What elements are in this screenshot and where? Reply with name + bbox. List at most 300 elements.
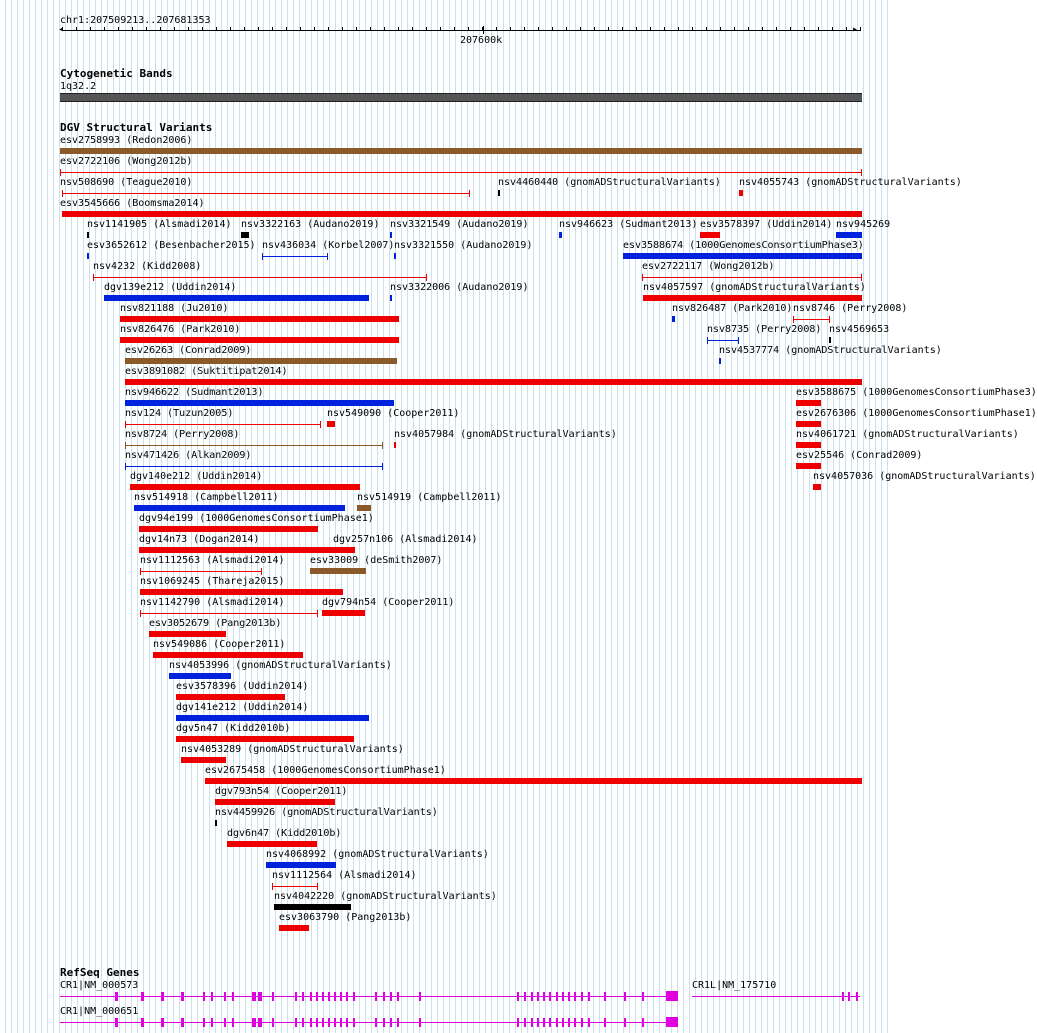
variant-bar[interactable] [62,211,862,217]
gene-exon[interactable] [252,992,256,1001]
variant-label[interactable]: nsv4068992 (gnomADStructuralVariants) [266,849,489,860]
gene-exon[interactable] [295,992,297,1001]
variant-bar[interactable] [394,442,396,448]
gene-exon[interactable] [322,992,324,1001]
variant-label[interactable]: esv3578397 (Uddin2014) [700,219,833,230]
variant-endcap [382,442,383,449]
ruler-tick [524,27,525,31]
gene-exon[interactable] [310,1018,312,1027]
variant-endcap [829,316,830,323]
ruler-tick [118,27,119,31]
gene-exon[interactable] [232,992,234,1001]
gene-exon[interactable] [383,992,385,1001]
gene-exon[interactable] [856,992,858,1001]
variant-label[interactable]: esv3578396 (Uddin2014) [176,681,309,692]
variant-label[interactable]: esv2722106 (Wong2012b) [60,156,193,167]
variant-label[interactable]: esv25546 (Conrad2009) [796,450,923,461]
gene-exon[interactable] [211,1018,213,1027]
ruler-tick [538,27,539,31]
ruler-tick [90,27,91,31]
gene-label[interactable]: CR1L|NM_175710 [692,980,777,991]
variant-label[interactable]: nsv826476 (Park2010) [120,324,241,335]
variant-bar[interactable] [93,277,427,278]
variant-bar[interactable] [274,904,351,910]
gene-exon[interactable] [310,992,312,1001]
variant-label[interactable]: esv2722117 (Wong2012b) [642,261,775,272]
gene-exon[interactable] [543,1018,545,1027]
variant-label[interactable]: nsv3321549 (Audano2019) [390,219,529,230]
gene-exon[interactable] [258,1018,262,1027]
ruler-tick [692,27,693,31]
variant-bar[interactable] [120,316,399,322]
gene-exon[interactable] [232,1018,234,1027]
variant-endcap [261,568,262,575]
variant-label[interactable]: esv3588674 (1000GenomesConsortiumPhase3) [623,240,864,251]
gene-exon[interactable] [848,992,850,1001]
variant-endcap [62,190,63,197]
variant-endcap [793,316,794,323]
variant-label[interactable]: dgv140e212 (Uddin2014) [130,471,263,482]
gene-exon[interactable] [224,992,226,1001]
ruler-major-tick [483,26,484,34]
ruler-tick [468,27,469,31]
variant-label[interactable]: esv3052679 (Pang2013b) [149,618,282,629]
variant-label[interactable]: dgv257n106 (Alsmadi2014) [333,534,478,545]
gene-exon[interactable] [390,992,392,1001]
variant-bar[interactable] [139,547,355,553]
gene-exon[interactable] [549,992,551,1001]
gene-exon[interactable] [203,992,205,1001]
ruler-tick [650,27,651,31]
variant-endcap [707,337,708,344]
variant-bar[interactable] [498,190,500,196]
gene-exon[interactable] [141,992,144,1001]
variant-label[interactable]: nsv4061721 (gnomADStructuralVariants) [796,429,1019,440]
variant-bar[interactable] [279,925,309,931]
variant-label[interactable]: dgv793n54 (Cooper2011) [215,786,348,797]
gene-exon[interactable] [588,1018,590,1027]
ruler-tick [832,27,833,31]
variant-label[interactable]: nsv4057984 (gnomADStructuralVariants) [394,429,617,440]
gene-exon[interactable] [272,992,274,1001]
gene-exon[interactable] [390,1018,392,1027]
variant-endcap [327,253,328,260]
variant-endcap [642,274,643,281]
variant-bar[interactable] [215,799,335,805]
variant-bar[interactable] [813,484,821,490]
gene-exon[interactable] [375,992,377,1001]
variant-endcap [93,274,94,281]
gene-exon[interactable] [316,1018,318,1027]
variant-bar[interactable] [796,421,821,427]
gene-exon[interactable] [181,992,184,1001]
gene-exon[interactable] [272,1018,274,1027]
variant-bar[interactable] [642,277,862,278]
ruler-tick [202,27,203,31]
variant-label[interactable]: dgv14n73 (Dogan2014) [139,534,260,545]
variant-label[interactable]: nsv549090 (Cooper2011) [327,408,460,419]
ruler-tick [258,27,259,31]
variant-bar[interactable] [62,193,470,194]
gene-exon[interactable] [562,1018,564,1027]
ruler-tick-label: 207600k [460,35,503,46]
variant-label[interactable]: nsv4569653 [829,324,890,335]
ruler-tick [846,27,847,31]
variant-bar[interactable] [262,256,328,257]
variant-bar[interactable] [176,736,354,742]
variant-label[interactable]: nsv826487 (Park2010) [672,303,793,314]
ruler-tick [440,27,441,31]
variant-endcap [140,610,141,617]
variant-bar[interactable] [176,715,369,721]
gene-exon[interactable] [419,1018,421,1027]
variant-label[interactable]: esv3063790 (Pang2013b) [279,912,412,923]
ruler-arrow-right-icon[interactable]: ▸ [852,24,859,35]
variant-bar[interactable] [719,358,721,364]
variant-label[interactable]: dgv141e212 (Uddin2014) [176,702,309,713]
ruler-tick [342,27,343,31]
variant-label[interactable]: nsv8735 (Perry2008) [707,324,822,335]
variant-label[interactable]: nsv945269 [836,219,891,230]
ruler-tick [734,27,735,31]
variant-label[interactable]: nsv514918 (Campbell2011) [134,492,279,503]
gene-exon[interactable] [302,992,304,1001]
gene-exon[interactable] [574,1018,576,1027]
gene-intron-line[interactable] [692,996,860,997]
variant-bar[interactable] [205,778,862,784]
ruler-tick [552,27,553,31]
ruler-tick [230,27,231,31]
gene-exon[interactable] [115,992,118,1001]
variant-label[interactable]: nsv1069245 (Thareja2015) [140,576,285,587]
gene-exon[interactable] [524,992,526,1001]
cytoband-label: 1q32.2 [60,81,97,92]
ruler-tick [636,27,637,31]
variant-bar[interactable] [125,400,394,406]
variant-bar[interactable] [643,295,862,301]
gene-exon[interactable] [334,992,336,1001]
ruler-tick [580,27,581,31]
variant-label[interactable]: nsv1112564 (Alsmadi2014) [272,870,417,881]
gene-exon[interactable] [252,1018,256,1027]
variant-bar[interactable] [559,232,562,238]
ruler-tick [314,27,315,31]
variant-bar[interactable] [140,571,262,572]
gene-exon[interactable] [842,992,844,1001]
variant-endcap [125,442,126,449]
variant-bar[interactable] [796,400,821,406]
gene-exon[interactable] [604,1018,606,1027]
variant-bar[interactable] [241,232,249,238]
variant-label[interactable]: esv2676306 (1000GenomesConsortiumPhase1) [796,408,1037,419]
variant-bar[interactable] [125,379,862,385]
variant-endcap [317,883,318,890]
ruler-tick [678,27,679,31]
variant-label[interactable]: nsv3322006 (Audano2019) [390,282,529,293]
gene-exon[interactable] [517,992,519,1001]
ruler-tick [370,27,371,31]
variant-label[interactable]: nsv508690 (Teague2010) [60,177,193,188]
variant-endcap [125,421,126,428]
variant-bar[interactable] [169,673,231,679]
ruler-tick [244,27,245,31]
gene-exon[interactable] [549,1018,551,1027]
variant-bar[interactable] [623,253,862,259]
variant-label[interactable]: dgv5n47 (Kidd2010b) [176,723,291,734]
gene-exon[interactable] [322,1018,324,1027]
variant-bar[interactable] [104,295,369,301]
variant-label[interactable]: nsv4042220 (gnomADStructuralVariants) [274,891,497,902]
variant-label[interactable]: esv3588675 (1000GenomesConsortiumPhase3) [796,387,1037,398]
gene-exon[interactable] [211,992,213,1001]
variant-endcap [426,274,427,281]
gene-exon[interactable] [517,1018,519,1027]
variant-label[interactable]: nsv3321550 (Audano2019) [394,240,533,251]
variant-bar[interactable] [266,862,336,868]
variant-label[interactable]: dgv6n47 (Kidd2010b) [227,828,342,839]
gene-exon[interactable] [419,992,421,1001]
ruler-tick [608,27,609,31]
gene-exon[interactable] [562,992,564,1001]
variant-endcap [861,169,862,176]
variant-bar[interactable] [140,613,318,614]
ruler-tick [216,27,217,31]
variant-bar[interactable] [153,652,303,658]
gene-exon[interactable] [203,1018,205,1027]
gene-exon[interactable] [181,1018,184,1027]
gene-exon[interactable] [531,1018,533,1027]
variant-bar[interactable] [227,841,317,847]
variant-label[interactable]: nsv4053289 (gnomADStructuralVariants) [181,744,404,755]
ruler-tick [76,27,77,31]
cytoband-bar[interactable] [60,93,862,102]
ruler-tick [664,27,665,31]
variant-label[interactable]: nsv946622 (Sudmant2013) [125,387,264,398]
variant-bar[interactable] [390,232,392,238]
variant-bar[interactable] [357,505,371,511]
variant-bar[interactable] [125,445,383,446]
gene-exon[interactable] [115,1018,118,1027]
variant-bar[interactable] [836,232,862,238]
variant-bar[interactable] [60,172,862,173]
variant-label[interactable]: nsv3322163 (Audano2019) [241,219,380,230]
gene-exon[interactable] [353,992,355,1001]
variant-bar[interactable] [333,547,335,553]
ruler-tick [860,27,861,31]
variant-label[interactable]: nsv436034 (Korbel2007) [262,240,395,251]
gene-exon[interactable] [346,1018,348,1027]
ruler-tick [188,27,189,31]
variant-bar[interactable] [139,526,318,532]
gene-exon[interactable] [375,1018,377,1027]
variant-label[interactable]: esv3891082 (Suktitipat2014) [125,366,288,377]
gene-exon[interactable] [161,992,164,1001]
variant-label[interactable]: esv33009 (deSmith2007) [310,555,443,566]
gene-exon[interactable] [604,992,606,1001]
ruler-tick [706,27,707,31]
variant-bar[interactable] [125,358,397,364]
variant-endcap [469,190,470,197]
gene-exon[interactable] [543,992,545,1001]
variant-bar[interactable] [700,232,720,238]
gene-exon[interactable] [328,992,330,1001]
variant-label[interactable]: nsv821188 (Ju2010) [120,303,229,314]
gene-exon[interactable] [624,992,626,1001]
variant-label[interactable]: nsv549086 (Cooper2011) [153,639,286,650]
gene-exon[interactable] [581,992,583,1001]
variant-label[interactable]: esv3652612 (Besenbacher2015) [87,240,256,251]
gene-exon[interactable] [340,1018,342,1027]
variant-endcap [262,253,263,260]
variant-label[interactable]: nsv4055743 (gnomADStructuralVariants) [739,177,962,188]
variant-label[interactable]: nsv514919 (Campbell2011) [357,492,502,503]
gene-exon[interactable] [574,992,576,1001]
ruler-tick [594,27,595,31]
gene-exon[interactable] [568,992,570,1001]
ruler-tick [160,27,161,31]
variant-bar[interactable] [125,466,383,467]
gene-exon[interactable] [531,992,533,1001]
variant-label[interactable]: nsv8746 (Perry2008) [793,303,908,314]
variant-bar[interactable] [140,589,343,595]
variant-label[interactable]: nsv1142790 (Alsmadi2014) [140,597,285,608]
gene-exon[interactable] [642,992,644,1001]
variant-label[interactable]: nsv8724 (Perry2008) [125,429,240,440]
gene-exon[interactable] [383,1018,385,1027]
ruler-arrow-left-icon[interactable]: ◂ [58,24,65,35]
variant-bar[interactable] [215,820,217,826]
variant-label[interactable]: nsv4232 (Kidd2008) [93,261,202,272]
variant-bar[interactable] [176,694,285,700]
ruler-tick [762,27,763,31]
variant-bar[interactable] [327,421,335,427]
variant-label[interactable]: nsv4057036 (gnomADStructuralVariants) [813,471,1036,482]
gene-exon[interactable] [666,1017,678,1027]
variant-label[interactable]: nsv471426 (Alkan2009) [125,450,252,461]
variant-bar[interactable] [134,505,345,511]
ruler-tick [272,27,273,31]
ruler-tick [510,27,511,31]
variant-endcap [861,274,862,281]
gene-intron-line[interactable] [60,996,678,997]
variant-label[interactable]: nsv4057597 (gnomADStructuralVariants) [643,282,866,293]
variant-bar[interactable] [310,568,366,574]
gene-exon[interactable] [316,992,318,1001]
gene-exon[interactable] [537,1018,539,1027]
variant-label[interactable]: nsv4459926 (gnomADStructuralVariants) [215,807,438,818]
gene-exon[interactable] [537,992,539,1001]
variant-endcap [382,463,383,470]
variant-label[interactable]: nsv1141905 (Alsmadi2014) [87,219,232,230]
variant-bar[interactable] [707,340,739,341]
gene-exon[interactable] [258,992,262,1001]
gene-exon[interactable] [581,1018,583,1027]
gene-exon[interactable] [334,1018,336,1027]
gene-exon[interactable] [346,992,348,1001]
variant-bar[interactable] [181,757,226,763]
variant-bar[interactable] [829,337,831,343]
variant-bar[interactable] [272,886,318,887]
variant-label[interactable]: dgv794n54 (Cooper2011) [322,597,455,608]
variant-bar[interactable] [120,337,399,343]
variant-bar[interactable] [390,295,392,301]
ruler-tick [146,27,147,31]
variant-bar[interactable] [796,463,821,469]
variant-bar[interactable] [672,316,675,322]
gene-exon[interactable] [556,992,558,1001]
gene-label[interactable]: CR1|NM_000573 [60,980,139,991]
gene-exon[interactable] [353,1018,355,1027]
ruler-tick [132,27,133,31]
track-title-refseq[interactable]: RefSeq Genes [60,966,140,979]
variant-bar[interactable] [130,484,360,490]
gene-exon[interactable] [524,1018,526,1027]
variant-label[interactable]: esv26263 (Conrad2009) [125,345,252,356]
variant-bar[interactable] [87,232,89,238]
track-title-dgv[interactable]: DGV Structural Variants [60,121,213,134]
gene-exon[interactable] [556,1018,558,1027]
gene-intron-line[interactable] [60,1022,678,1023]
variant-bar[interactable] [394,253,396,259]
variant-label[interactable]: nsv124 (Tuzun2005) [125,408,234,419]
variant-bar[interactable] [322,610,365,616]
variant-label[interactable]: nsv1112563 (Alsmadi2014) [140,555,285,566]
region-label: chr1:207509213..207681353 [60,15,211,26]
gene-exon[interactable] [340,992,342,1001]
ruler-tick [804,27,805,31]
variant-label[interactable]: nsv4053996 (gnomADStructuralVariants) [169,660,392,671]
gene-exon[interactable] [624,1018,626,1027]
variant-label[interactable]: nsv4460440 (gnomADStructuralVariants) [498,177,721,188]
gene-exon[interactable] [161,1018,164,1027]
variant-bar[interactable] [125,424,321,425]
ruler-tick [790,27,791,31]
variant-bar[interactable] [796,442,821,448]
variant-bar[interactable] [793,319,830,320]
variant-bar[interactable] [739,190,743,196]
variant-bar[interactable] [60,148,862,154]
gene-exon[interactable] [397,992,399,1001]
variant-bar[interactable] [149,631,226,637]
gene-exon[interactable] [328,1018,330,1027]
variant-label[interactable]: esv2758993 (Redon2006) [60,135,193,146]
gene-exon[interactable] [224,1018,226,1027]
variant-label[interactable]: dgv139e212 (Uddin2014) [104,282,237,293]
ruler-tick [496,27,497,31]
variant-label[interactable]: nsv946623 (Sudmant2013) [559,219,698,230]
variant-endcap [125,463,126,470]
variant-bar[interactable] [87,253,89,259]
gene-exon[interactable] [666,991,678,1001]
variant-label[interactable]: dgv94e199 (1000GenomesConsortiumPhase1) [139,513,374,524]
gene-exon[interactable] [295,1018,297,1027]
variant-endcap [272,883,273,890]
gene-label[interactable]: CR1|NM_000651 [60,1006,139,1017]
gene-exon[interactable] [568,1018,570,1027]
track-title-cytoband[interactable]: Cytogenetic Bands [60,67,173,80]
ruler-axis[interactable] [62,30,860,31]
ruler-tick [286,27,287,31]
variant-label[interactable]: esv2675458 (1000GenomesConsortiumPhase1) [205,765,446,776]
ruler-tick [356,27,357,31]
variant-label[interactable]: nsv4537774 (gnomADStructuralVariants) [719,345,942,356]
gene-exon[interactable] [397,1018,399,1027]
gene-exon[interactable] [588,992,590,1001]
variant-label[interactable]: esv3545666 (Boomsma2014) [60,198,205,209]
gene-exon[interactable] [642,1018,644,1027]
gene-exon[interactable] [302,1018,304,1027]
gene-exon[interactable] [141,1018,144,1027]
